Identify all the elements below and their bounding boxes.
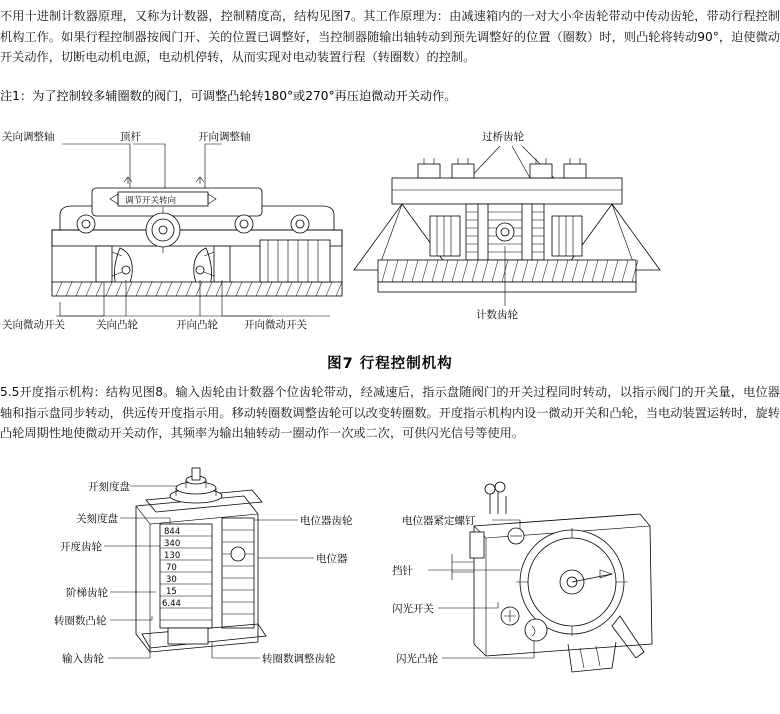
- scale-number: 130: [164, 551, 181, 561]
- label-bridge-gear: 过桥齿轮: [482, 131, 524, 143]
- scale-number: 30: [166, 575, 177, 585]
- scale-number: 6.44: [162, 599, 181, 609]
- label-pointer: 挡针: [392, 565, 413, 577]
- label-open-cam: 开向凸轮: [176, 319, 218, 331]
- paragraph-top: 不用十进制计数器原理，又称为计数器，控制精度高，结构见图7。其工作原理为：由减速箱内的一对大小伞齿轮带动中传动齿轮，带动行程控制机构工作。如果行程控制器按阀门开、关的位置已调整好，当控制器随输出轴转动到预先调整好的位置（圈数）时，则凸轮将转动90°，迫使微动开关动作，切断电动机电源，电动机停转，从而实现对电动装置行程（转圈数）的控制。: [0, 9, 780, 64]
- label-close-micro-switch: 关向微动开关: [2, 319, 65, 331]
- label-adjust-switch-direction: 调节开关转向: [125, 196, 177, 206]
- label-input-gear: 输入齿轮: [62, 653, 104, 665]
- scale-number: 844: [164, 527, 181, 537]
- label-flash-switch: 闪光开关: [392, 603, 434, 615]
- label-open-micro-switch: 开向微动开关: [244, 319, 307, 331]
- label-close-cam: 关向凸轮: [96, 319, 138, 331]
- label-potentiometer: 电位器: [316, 553, 348, 565]
- label-turns-cam: 转圈数凸轮: [54, 615, 107, 627]
- paragraph-5-5: 5.5开度指示机构：结构见图8。输入齿轮由计数器个位齿轮带动，经减速后，指示盘随阀门的开关过程同时转动，以指示阀门的开关量，电位器轴和指示盘同步转动，供远传开度指示用。移动转圈数调整齿轮可以改变转圈数。开度指示机构内设一微动开关和凸轮，当电动装置运转时，旋转凸轮周期性地使微动开关动作，其频率为输出轴转动一圈动作一次或二次，可供闪光信号等使用。: [0, 385, 780, 440]
- figure-8-illustration: [0, 466, 780, 706]
- label-open-dial: 开刻度盘: [88, 481, 130, 493]
- scale-number: 340: [164, 539, 181, 549]
- label-turns-adjust-gear: 转圈数调整齿轮: [262, 653, 336, 665]
- label-counter-gear: 计数齿轮: [476, 309, 518, 321]
- label-close-adjust-shaft: 关向调整轴: [2, 131, 55, 143]
- scale-number: 70: [166, 563, 177, 573]
- label-pot-fix-screw: 电位器紧定螺钉: [402, 515, 476, 527]
- label-open-adjust-shaft: 开向调整轴: [198, 131, 251, 143]
- label-close-dial: 关刻度盘: [76, 513, 118, 525]
- figure-7-illustration: [0, 120, 780, 350]
- label-step-gear: 阶梯齿轮: [66, 587, 108, 599]
- note-line: 注1：为了控制较多辅圈数的阀门，可调整凸轮转180°或270°再压迫微动开关动作。: [0, 89, 457, 103]
- label-open-gear: 开度齿轮: [60, 541, 102, 553]
- figure-7-caption: 图7 行程控制机构: [327, 356, 453, 372]
- scale-number: 15: [166, 587, 177, 597]
- label-potentiometer-gear: 电位器齿轮: [300, 515, 353, 527]
- label-top-rod: 顶杆: [120, 131, 141, 143]
- label-flash-cam: 闪光凸轮: [396, 653, 438, 665]
